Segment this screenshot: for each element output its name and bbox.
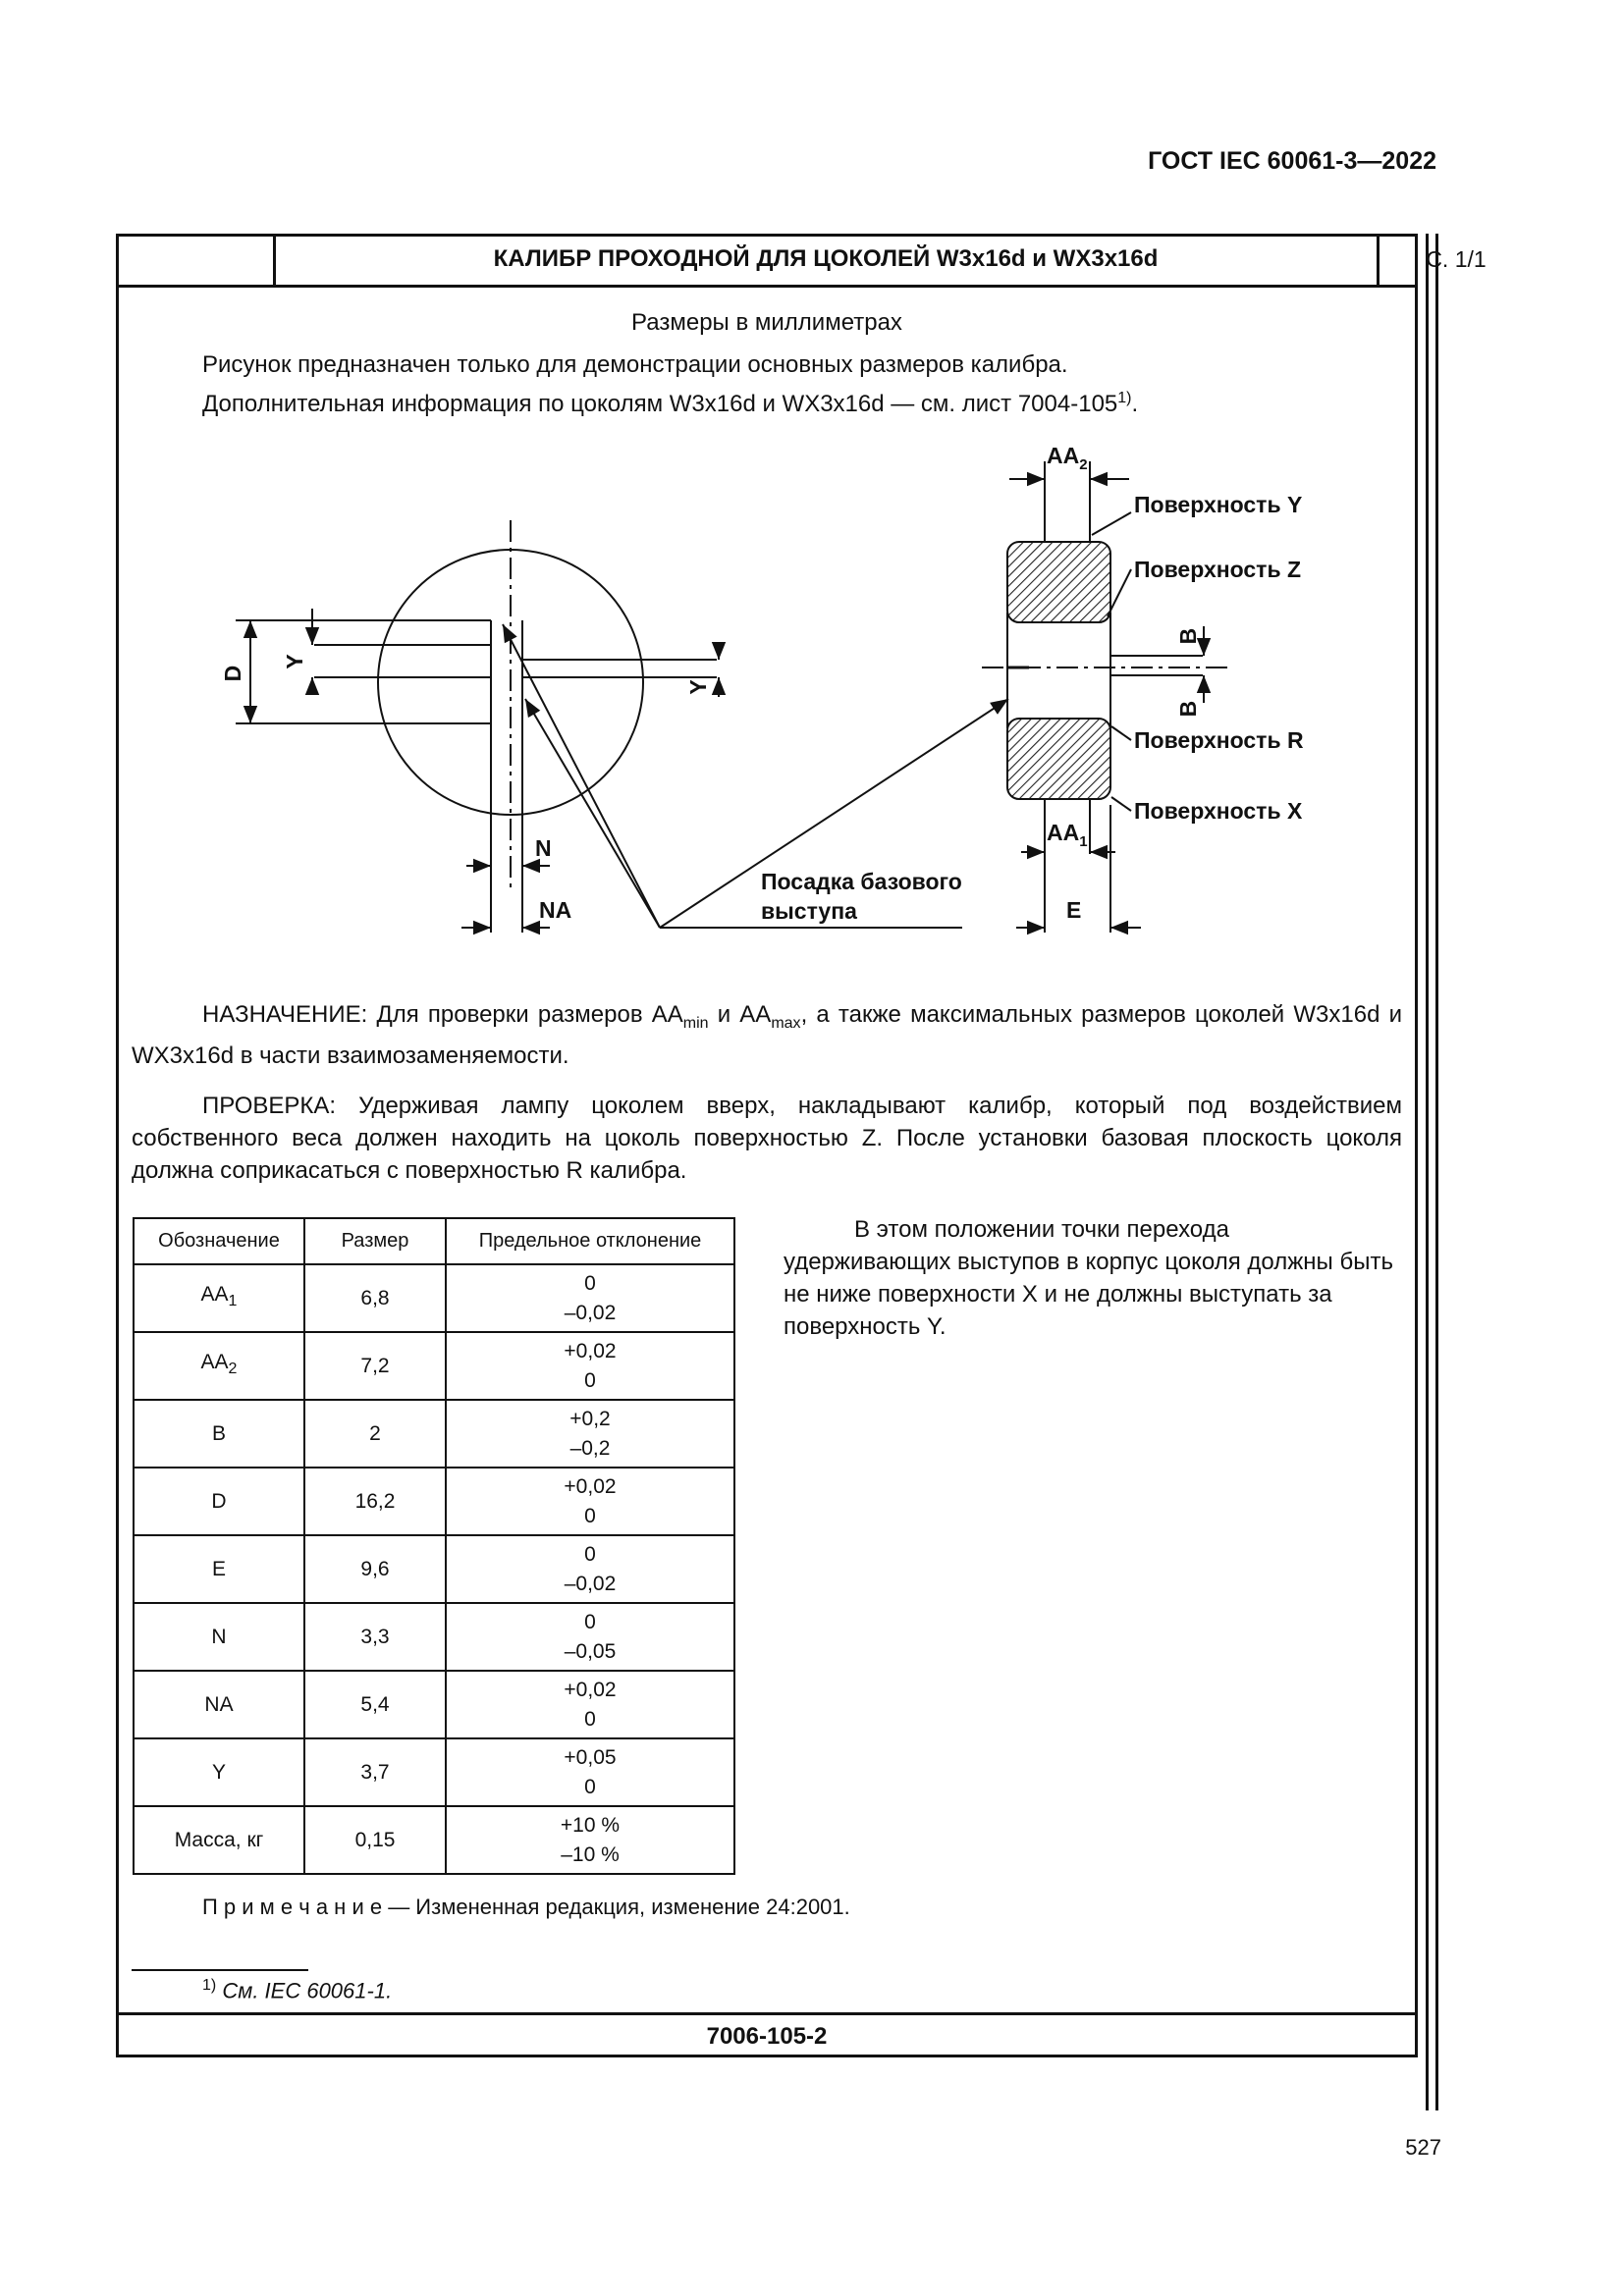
dim-D-label: D <box>220 665 245 682</box>
designation-cell <box>134 1806 304 1874</box>
lower-deviation: 0 <box>584 1775 596 1798</box>
surface-X-label: Поверхность X <box>1134 798 1303 824</box>
designation: N <box>211 1625 227 1648</box>
subscript: 1 <box>228 1293 238 1310</box>
upper-deviation: 0 <box>584 1542 596 1566</box>
lower-deviation: 0 <box>584 1504 596 1527</box>
intro-end: . <box>1131 391 1139 417</box>
footnote-rule <box>132 1969 308 1971</box>
lower-deviation: –0,05 <box>564 1639 617 1663</box>
surface-Y-label: Поверхность Y <box>1134 492 1303 517</box>
dim-E-label: E <box>1066 897 1082 923</box>
units-note: Размеры в миллиметрах <box>631 309 902 336</box>
dim-Y-label: Y <box>685 679 711 695</box>
dim-B-label: B <box>1175 627 1201 645</box>
svg-text:AA1 <box>1047 820 1088 850</box>
column-header: Предельное отклонение <box>446 1218 734 1264</box>
tolerance-cell <box>446 1264 734 1332</box>
lower-deviation: –0,2 <box>569 1436 611 1460</box>
table-row <box>134 1400 734 1468</box>
subscript: 2 <box>1079 456 1088 473</box>
size-cell: 16,2 <box>304 1468 446 1535</box>
designation-cell <box>134 1603 304 1671</box>
upper-deviation: +0,02 <box>564 1678 617 1701</box>
footnote-ref: 1) <box>1117 390 1132 406</box>
tolerance-cell <box>446 1671 734 1738</box>
lower-deviation: –10 % <box>561 1842 620 1866</box>
designation-cell <box>134 1400 304 1468</box>
check-paragraph: ПРОВЕРКА: Удерживая лампу цоколем вверх, накладывают калибр, который под воздействием собственного веса должен находить на цоколь поверхностью Z. После установки базовая плоскость цоколя должна соприкасаться с поверхностью R калибра. <box>132 1093 1402 1184</box>
tolerance-cell <box>446 1535 734 1603</box>
tolerance-cell <box>446 1468 734 1535</box>
column-header: Размер <box>304 1218 446 1264</box>
designation: AA <box>200 1282 229 1306</box>
tolerance-cell <box>446 1603 734 1671</box>
designation: D <box>211 1489 227 1513</box>
seat-label-line1: Посадка базового <box>761 869 962 894</box>
size-cell: 3,7 <box>304 1738 446 1806</box>
upper-deviation: +0,02 <box>564 1339 617 1362</box>
table-row <box>134 1264 734 1332</box>
lower-deviation: 0 <box>584 1368 596 1392</box>
upper-deviation: 0 <box>584 1610 596 1633</box>
intro-line: Рисунок предназначен только для демонстрации основных размеров калибра. <box>202 351 1068 378</box>
surface-R-label: Поверхность R <box>1134 727 1304 753</box>
upper-deviation: +0,05 <box>564 1745 617 1769</box>
surface-Z-label: Поверхность Z <box>1134 557 1302 582</box>
tolerance-cell <box>446 1332 734 1400</box>
subscript: max <box>771 1014 801 1032</box>
dim-B-label: B <box>1175 700 1201 718</box>
gauge-ring-upper <box>1007 542 1110 622</box>
designation: E <box>211 1557 226 1580</box>
designation: B <box>211 1421 226 1445</box>
standard-number: ГОСТ IEC 60061-3—2022 <box>1148 147 1436 175</box>
footnote <box>202 1977 392 2003</box>
size-cell: 7,2 <box>304 1332 446 1400</box>
purpose-text: и AA <box>708 1001 772 1028</box>
table-row <box>134 1738 734 1806</box>
table-row <box>134 1671 734 1738</box>
dim-Y-label: Y <box>282 654 307 669</box>
lower-deviation: 0 <box>584 1707 596 1731</box>
column-header: Обозначение <box>134 1218 304 1264</box>
footnote-text: См. IEC 60061-1. <box>222 1978 393 2003</box>
dim-AA2-label: AA <box>1047 443 1080 468</box>
footnote-mark: 1) <box>202 1977 217 1994</box>
designation: AA <box>200 1350 229 1373</box>
purpose-text: , а также максимальных размеров цоколей W3x16d и WX3x16d в части взаимозаменяемости. <box>132 1001 1403 1069</box>
designation-cell <box>134 1738 304 1806</box>
table-row <box>134 1468 734 1535</box>
tolerance-cell <box>446 1738 734 1806</box>
dim-NA-label: NA <box>539 897 572 923</box>
designation-cell <box>134 1535 304 1603</box>
size-cell: 9,6 <box>304 1535 446 1603</box>
intro-text: Дополнительная информация по цоколям W3x16d и WX3x16d — см. лист 7004-105 <box>202 391 1118 417</box>
gauge-drawing <box>0 0 1623 982</box>
note: П р и м е ч а н и е — Измененная редакция, изменение 24:2001. <box>202 1895 850 1919</box>
table-row <box>134 1332 734 1400</box>
subscript: min <box>682 1014 709 1032</box>
page-number: 527 <box>1405 2135 1441 2160</box>
designation: Y <box>211 1760 226 1784</box>
designation-cell <box>134 1264 304 1332</box>
size-cell: 2 <box>304 1400 446 1468</box>
gauge-ring-lower <box>1007 719 1110 799</box>
seat-label-line2: выступа <box>761 898 857 924</box>
position-paragraph: В этом положении точки перехода удерживающих выступов в корпус цоколя должны быть не ниже поверхности X и не должны выступать за поверхность Y. <box>784 1216 1393 1340</box>
lower-deviation: –0,02 <box>564 1572 617 1595</box>
upper-deviation: +0,2 <box>569 1407 611 1430</box>
size-cell: 3,3 <box>304 1603 446 1671</box>
lower-deviation: –0,02 <box>564 1301 617 1324</box>
subscript: 1 <box>1079 833 1088 850</box>
table-row <box>134 1535 734 1603</box>
table-row <box>134 1603 734 1671</box>
designation: NA <box>204 1692 234 1716</box>
designation-cell <box>134 1671 304 1738</box>
upper-deviation: 0 <box>584 1271 596 1295</box>
upper-deviation: +10 % <box>560 1813 621 1837</box>
designation-cell <box>134 1468 304 1535</box>
purpose-paragraph <box>132 998 1402 1072</box>
designation: Масса, кг <box>174 1828 264 1851</box>
size-cell: 6,8 <box>304 1264 446 1332</box>
designation-cell <box>134 1332 304 1400</box>
dim-AA1-label: AA <box>1047 820 1080 845</box>
size-cell: 0,15 <box>304 1806 446 1874</box>
table-row <box>134 1806 734 1874</box>
dimensions-table <box>133 1217 735 1875</box>
sheet-page: С. 1/1 <box>1377 234 1533 285</box>
tolerance-cell <box>446 1400 734 1468</box>
sheet-number: 7006-105-2 <box>116 2012 1418 2057</box>
sheet-title: КАЛИБР ПРОХОДНОЙ ДЛЯ ЦОКОЛЕЙ W3x16d и WX3x16d <box>493 245 1159 272</box>
dim-N-label: N <box>535 835 552 861</box>
purpose-text: НАЗНАЧЕНИЕ: Для проверки размеров AA <box>202 1001 683 1028</box>
svg-text:AA2 <box>1047 443 1088 473</box>
subscript: 2 <box>228 1361 238 1378</box>
tolerance-cell <box>446 1806 734 1874</box>
upper-deviation: +0,02 <box>564 1474 617 1498</box>
size-cell: 5,4 <box>304 1671 446 1738</box>
